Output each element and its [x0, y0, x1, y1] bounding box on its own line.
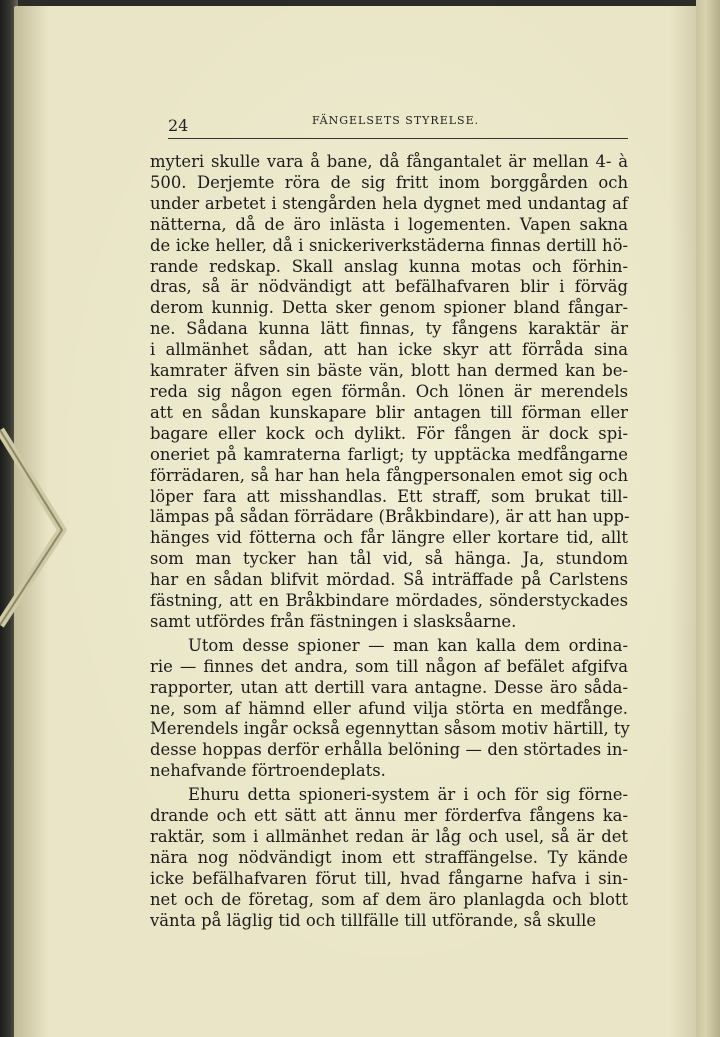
text-line: myteri skulle vara å bane, då fångantalet är mellan 4- à — [150, 152, 628, 171]
text-line: ne. Sådana kunna lätt finnas, ty fångens karaktär är — [150, 319, 628, 339]
text-line: oneriet på kamraterna farligt; ty upptäcka medfångarne — [150, 444, 628, 464]
text-line: lämpas på sådan förrädare (Bråkbindare), är att han upp- — [150, 507, 630, 527]
paragraph — [150, 636, 628, 782]
page-stack-edge — [696, 0, 720, 1037]
text-line: derom kunnig. Detta sker genom spioner bland fångar- — [150, 298, 628, 318]
text-line: nätterna, då de äro inlästa i logementen. Vapen sakna — [150, 214, 628, 234]
text-line: icke befälhafvaren förut till, hvad fångarne hafva i sin- — [150, 868, 628, 888]
page-number: 24 — [168, 116, 189, 135]
text-line: 500. Derjemte röra de sig fritt inom borggården och — [150, 172, 628, 192]
text-line: rande redskap. Skall anslag kunna motas och förhin- — [150, 256, 628, 276]
text-line: nehafvande förtroendeplats. — [150, 761, 386, 781]
page-header — [168, 112, 628, 140]
text-line: samt utfördes från fästningen i slasksåarne. — [150, 611, 517, 631]
text-line: att en sådan kunskapare blir antagen till förman eller — [150, 402, 628, 422]
text-line: som man tycker han tål vid, så hänga. Ja, stundom — [150, 549, 628, 569]
header-rule — [168, 138, 628, 139]
text-line: ne, som af hämnd eller afund vilja störta en medfånge. — [150, 698, 628, 718]
text-line: fästning, att en Bråkbindare mördades, sönderstyckades — [150, 591, 628, 611]
text-line: Merendels ingår också egennyttan såsom motiv härtill, ty — [150, 719, 630, 739]
text-line: rie — finnes det andra, som till någon af befälet afgifva — [150, 656, 628, 676]
text-line: reda sig någon egen förmån. Och lönen är merendels — [150, 381, 628, 401]
text-line: bagare eller kock och dylikt. För fången är dock spi- — [150, 423, 628, 443]
text-line: de icke heller, då i snickeriverkstäderna finnas dertill hö- — [150, 235, 628, 255]
text-line: Utom desse spioner — man kan kalla dem ordina- — [188, 635, 628, 655]
text-line: Ehuru detta spioneri-system är i och för sig förne- — [188, 785, 628, 805]
text-line: har en sådan blifvit mördad. Så inträffade på Carlstens — [150, 570, 628, 590]
text-line: dras, så är nödvändigt att befälhafvaren blir i förväg — [150, 277, 628, 297]
paragraph — [150, 785, 628, 931]
bookmark-ribbon — [0, 410, 90, 640]
paragraph — [150, 152, 628, 633]
text-line: nära nog nödvändigt inom ett straffängelse. Ty kände — [150, 847, 628, 867]
body-text — [150, 152, 628, 932]
text-line: i allmänhet sådan, att han icke skyr att förråda sina — [150, 340, 628, 360]
text-line: raktär, som i allmänhet redan är låg och usel, så är det — [150, 827, 628, 846]
text-line: hänges vid fötterna och får längre eller kortare tid, allt — [150, 528, 628, 548]
text-line: rapporter, utan att dertill vara antagne. Desse äro såda- — [150, 677, 628, 697]
running-head: FÄNGELSETS STYRELSE. — [312, 114, 480, 127]
text-line: under arbetet i stengården hela dygnet med undantag af — [150, 193, 628, 213]
text-line: förrädaren, så har han hela fångpersonalen emot sig och — [150, 465, 628, 485]
text-line: desse hoppas derför erhålla belöning — den störtades in- — [150, 740, 628, 760]
text-line: kamrater äfven sin bäste vän, blott han dermed kan be- — [150, 361, 628, 381]
text-line: net och de företag, som af dem äro planlagda och blott — [150, 889, 628, 909]
text-line: löper fara att misshandlas. Ett straff, som brukat till- — [150, 486, 628, 506]
text-line: vänta på läglig tid och tillfälle till utförande, så skulle — [150, 910, 597, 930]
text-line: drande och ett sätt att ännu mer förderfva fångens ka- — [150, 806, 628, 826]
